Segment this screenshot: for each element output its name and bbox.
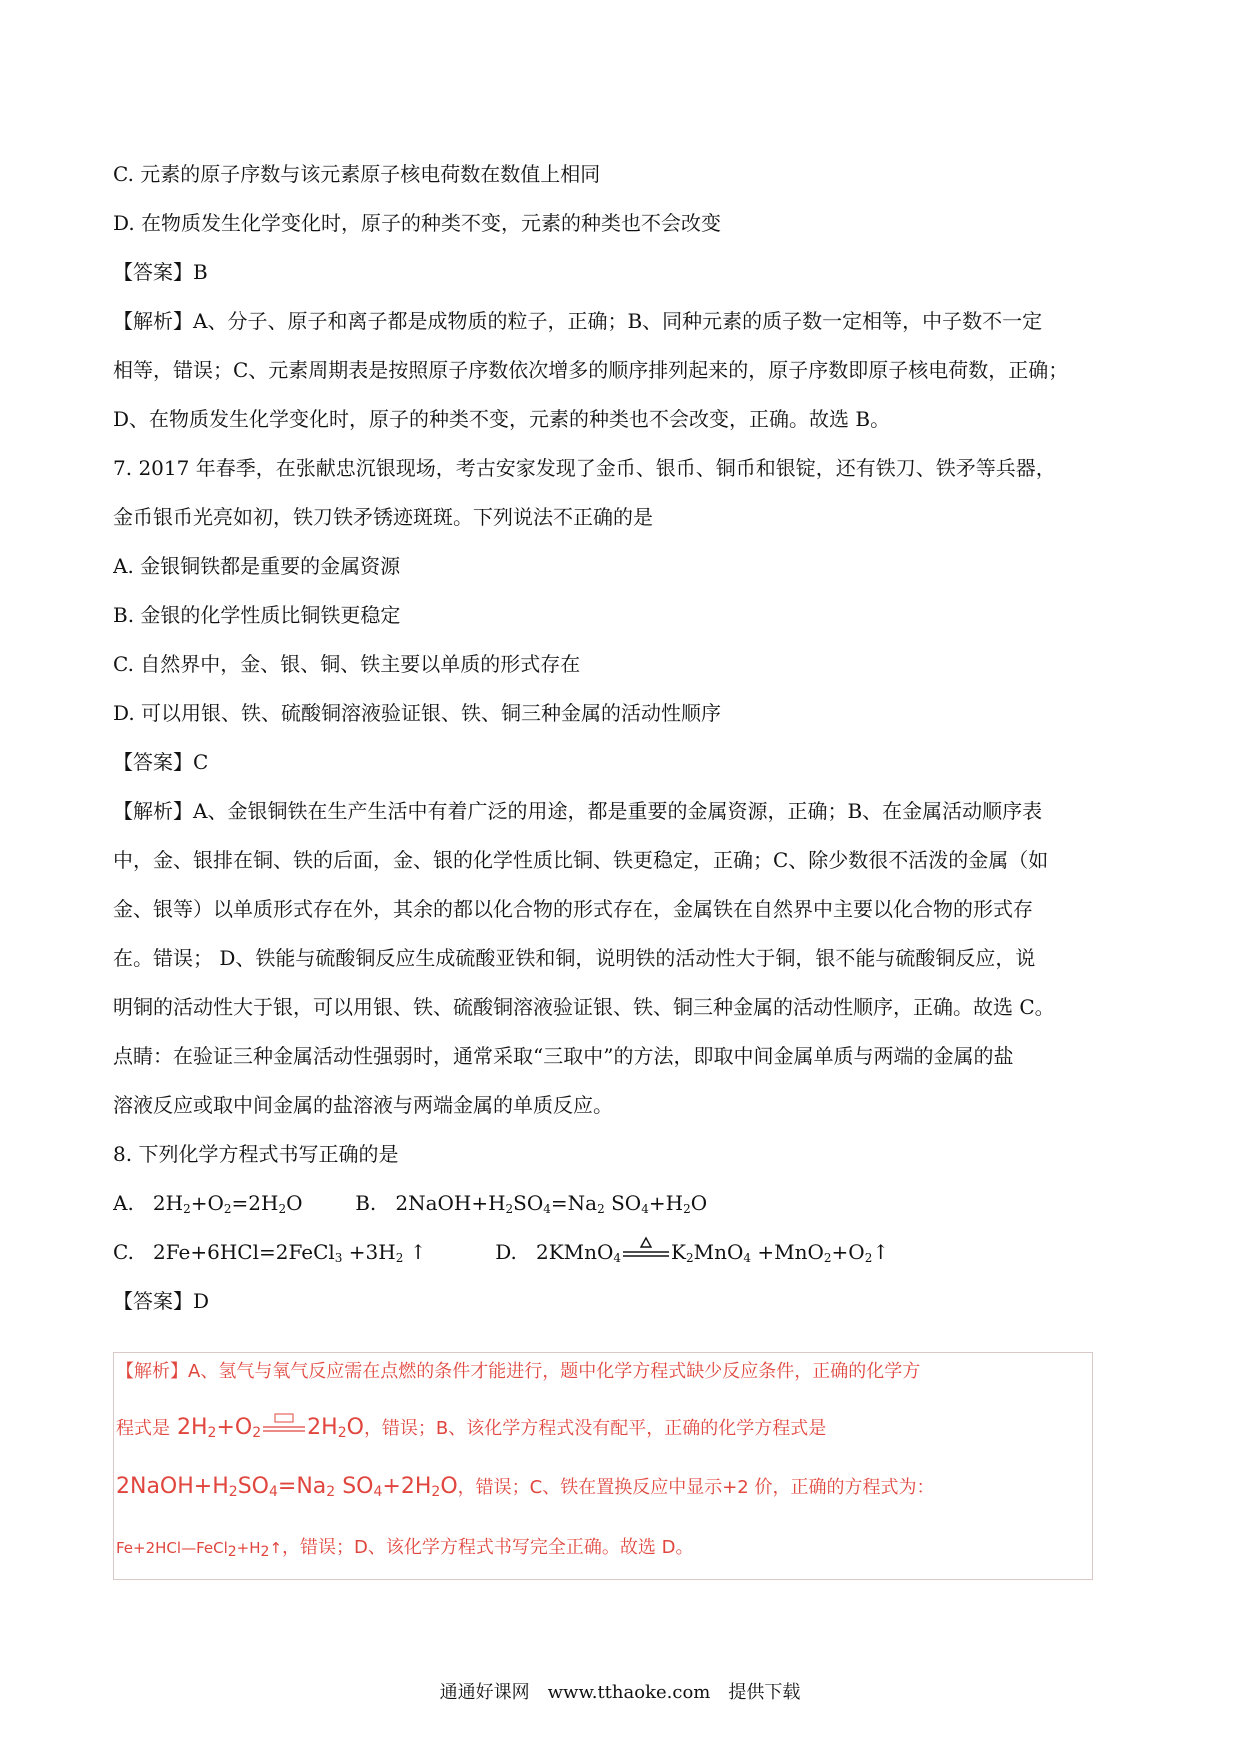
q8-option-d-equation: 2KMnO$_4$ $K_2MnO_4$ $+MnO_2+O_2↑$ <box>523 1240 890 1265</box>
document-body <box>113 150 1133 1326</box>
q8-option-d-label: D. <box>495 1240 517 1264</box>
q6-analysis-line-3: D、在物质发生化学变化时，原子的种类不变，元素的种类也不会改变，正确。故选 B。 <box>113 407 891 431</box>
q7-analysis-line-3: 金、银等）以单质形式存在外，其余的都以化合物的形式存在，金属铁在自然界中主要以化合物的形式存 <box>113 897 1033 921</box>
q6-option-c: C. 元素的原子序数与该元素原子核电荷数在数值上相同 <box>113 162 601 186</box>
q8-analysis-equation-h2o: $2H_2+O_2$ $2H_2O$ <box>177 1415 364 1440</box>
q8-analysis-line-2 <box>116 1411 826 1440</box>
ignite-condition-icon <box>261 1411 307 1431</box>
q8-stem: 8. 下列化学方程式书写正确的是 <box>113 1142 399 1166</box>
q7-analysis-line-2: 中，金、银排在铜、铁的后面，金、银的化学性质比铜、铁更稳定，正确；C、除少数很不活泼的金属（如 <box>113 848 1049 872</box>
q6-analysis-line-2: 相等，错误；C、元素周期表是按照原子序数依次增多的顺序排列起来的，原子序数即原子核电荷数，正确； <box>113 358 1069 382</box>
q7-answer: 【答案】C <box>113 750 209 774</box>
q8-options-cd <box>113 1228 1133 1277</box>
q6-answer: 【答案】B <box>113 260 208 284</box>
q7-analysis-line-1: 【解析】A、金银铜铁在生产生活中有着广泛的用途，都是重要的金属资源，正确；B、在金属活动顺序表 <box>113 799 1043 823</box>
q8-analysis-line-2-prefix: 程式是 <box>116 1418 170 1439</box>
q7-analysis-line-5: 明铜的活动性大于银，可以用银、铁、硫酸铜溶液验证银、铁、铜三种金属的活动性顺序，正确。故选 C。 <box>113 995 1055 1019</box>
q6-option-d: D. 在物质发生化学变化时，原子的种类不变，元素的种类也不会改变 <box>113 211 722 235</box>
q7-stem-line-2: 金币银币光亮如初，铁刀铁矛锈迹斑斑。下列说法不正确的是 <box>113 505 653 529</box>
q8-analysis-line-3 <box>116 1473 934 1499</box>
q8-analysis-line-2-suffix: ，错误；B、该化学方程式没有配平，正确的化学方程式是 <box>363 1418 827 1439</box>
q8-analysis-image-box <box>113 1352 1093 1580</box>
q8-option-b-equation: $2NaOH+H_2SO_4=Na_2$ $SO_4+H_2O$ <box>382 1191 708 1216</box>
q7-tip-line-2: 溶液反应或取中间金属的盐溶液与两端金属的单质反应。 <box>113 1093 613 1117</box>
q8-option-a-equation: $2H_2+O_2=2H_2O$ <box>140 1191 303 1216</box>
q7-option-d: D. 可以用银、铁、硫酸铜溶液验证银、铁、铜三种金属的活动性顺序 <box>113 701 722 725</box>
q6-analysis-line-1: 【解析】A、分子、原子和离子都是成物质的粒子，正确；B、同种元素的质子数一定相等，中子数不一定 <box>113 309 1043 333</box>
q7-option-c: C. 自然界中，金、银、铜、铁主要以单质的形式存在 <box>113 652 581 676</box>
q7-option-a: A. 金银铜铁都是重要的金属资源 <box>113 554 401 578</box>
q8-analysis-line-4 <box>116 1533 693 1559</box>
q7-tip-line-1: 点睛：在验证三种金属活动性强弱时，通常采取“三取中”的方法，即取中间金属单质与两端的金属的盐 <box>113 1044 1014 1068</box>
q7-stem-line-1: 7. 2017 年春季，在张献忠沉银现场，考古安家发现了金币、银币、铜币和银锭，还有铁刀、铁矛等兵器， <box>113 456 1056 480</box>
q8-analysis-line-3-suffix: ，错误；C、铁在置换反应中显示+2 价，正确的方程式为： <box>457 1477 935 1498</box>
q8-options-ab <box>113 1179 1133 1228</box>
q8-option-b-label: B. <box>355 1191 377 1215</box>
q7-option-b: B. 金银的化学性质比铜铁更稳定 <box>113 603 401 627</box>
q8-analysis-equation-naoh: $2NaOH+H_2SO_4=Na_2$ $SO_4+2H_2O$ <box>116 1474 458 1500</box>
q8-option-c-label: C. <box>113 1240 134 1264</box>
q8-option-a-label: A. <box>113 1191 134 1215</box>
page-footer: 通通好课网 www.tthaoke.com 提供下载 <box>439 1682 801 1703</box>
heat-condition-icon <box>621 1241 671 1263</box>
q7-analysis-line-4: 在。错误； D、铁能与硫酸铜反应生成硫酸亚铁和铜，说明铁的活动性大于铜，银不能与硫酸铜反应，说 <box>113 946 1036 970</box>
q8-option-c-equation: 2Fe+6HCl=2FeCl$_3$ $+3H_2$ ↑ <box>140 1240 427 1265</box>
q8-analysis-equation-fe: $Fe+2HCl—FeCl_2+H_2↑$ <box>116 1539 283 1560</box>
q8-analysis-line-1: 【解析】A、氢气与氧气反应需在点燃的条件才能进行，题中化学方程式缺少反应条件，正确的化学方 <box>116 1361 921 1382</box>
q8-analysis-line-4-suffix: ，错误；D、该化学方程式书写完全正确。故选 D。 <box>282 1537 694 1558</box>
q8-answer: 【答案】D <box>113 1289 210 1313</box>
